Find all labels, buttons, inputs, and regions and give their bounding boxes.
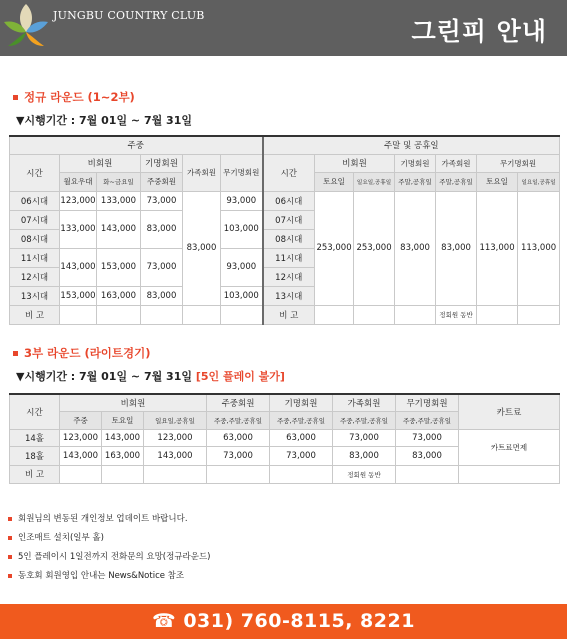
remark-label: 비 고 <box>10 465 60 483</box>
price-cell: 133,000 <box>60 210 97 248</box>
bullet-square-icon <box>8 574 12 578</box>
price-cell: 143,000 <box>60 446 102 465</box>
sub-header: 일요일,공휴일 <box>518 172 560 191</box>
cart-header: 카트료 <box>459 394 560 429</box>
sub-header: 일요일,공휴일 <box>144 411 207 429</box>
time-cell: 11시대 <box>10 248 60 267</box>
sub-header: 토요일 <box>102 411 144 429</box>
period-third <box>16 368 285 384</box>
sub-header: 월요우대 <box>60 172 97 191</box>
section-title-regular <box>13 89 135 105</box>
price-cell: 123,000 <box>60 191 97 210</box>
weekend-member-header: 기명회원 <box>395 154 436 172</box>
weekend-family-header: 가족회원 <box>436 154 477 172</box>
remark-label: 비 고 <box>10 305 60 324</box>
note-text: 회원님의 변동된 개인정보 업데이트 바랍니다. <box>18 514 188 524</box>
weekend-nonmember-header: 비회원 <box>315 154 395 172</box>
weekend-price-cell: 83,000 <box>395 191 436 305</box>
price-cell: 73,000 <box>270 446 333 465</box>
family-weekday-price: 83,000 <box>183 191 221 305</box>
price-cell: 73,000 <box>141 248 183 286</box>
time-cell: 13시대 <box>263 286 315 305</box>
time-cell: 07시대 <box>263 210 315 229</box>
price-cell: 153,000 <box>97 248 141 286</box>
period-note: [5인 플레이 불가] <box>195 370 285 383</box>
family-header: 가족회원 <box>333 394 396 411</box>
price-cell: 143,000 <box>97 210 141 248</box>
price-cell: 83,000 <box>396 446 459 465</box>
regular-round-table <box>9 135 560 325</box>
time-cell: 07시대 <box>10 210 60 229</box>
note-text: 인조매트 설치(일부 홀) <box>18 533 104 543</box>
list-item <box>8 529 210 548</box>
anon-header: 무기명회원 <box>396 394 459 411</box>
price-cell: 103,000 <box>221 286 263 305</box>
time-cell: 18홀 <box>10 446 60 465</box>
price-cell: 83,000 <box>141 286 183 305</box>
bullet-square-icon <box>13 351 18 356</box>
club-name: JUNGBU COUNTRY CLUB <box>53 9 205 22</box>
section-title-text: 정규 라운드 (1~2부) <box>24 90 135 104</box>
weekend-price-cell: 83,000 <box>436 191 477 305</box>
period-text: ▼시행기간 : 7월 01일 ~ 7월 31일 <box>16 370 192 383</box>
price-cell: 73,000 <box>333 429 396 446</box>
sub-header: 주말,공휴일 <box>436 172 477 191</box>
page-header <box>0 0 567 56</box>
price-cell: 143,000 <box>60 248 97 286</box>
price-cell: 103,000 <box>221 210 263 248</box>
notes-list <box>8 510 210 586</box>
price-cell: 63,000 <box>270 429 333 446</box>
weekend-price-cell: 253,000 <box>354 191 395 305</box>
bullet-square-icon <box>8 555 12 559</box>
price-cell: 73,000 <box>207 446 270 465</box>
member-header: 기명회원 <box>270 394 333 411</box>
sub-header: 주중,주말,공휴일 <box>333 411 396 429</box>
sub-header: 일요일,공휴일 <box>354 172 395 191</box>
sub-header: 주말,공휴일 <box>395 172 436 191</box>
remark-family: 정회원 동반 <box>436 305 477 324</box>
time-header: 시간 <box>10 394 60 429</box>
bullet-square-icon <box>8 517 12 521</box>
time-cell: 08시대 <box>10 229 60 248</box>
family-header: 가족회원 <box>183 154 221 191</box>
price-cell: 63,000 <box>207 429 270 446</box>
remark-family: 정회원 동반 <box>333 465 396 483</box>
list-item <box>8 548 210 567</box>
price-cell: 83,000 <box>141 210 183 248</box>
time-cell: 06시대 <box>10 191 60 210</box>
time-cell: 12시대 <box>263 267 315 286</box>
price-cell: 73,000 <box>141 191 183 210</box>
weekend-anon-header: 무기명회원 <box>477 154 560 172</box>
weekend-time-header: 시간 <box>263 154 315 191</box>
bullet-square-icon <box>13 95 18 100</box>
price-cell: 83,000 <box>333 446 396 465</box>
weekday-header: 주중 <box>10 136 263 154</box>
time-cell: 08시대 <box>263 229 315 248</box>
sub-header: 주중,주말,공휴일 <box>207 411 270 429</box>
price-cell: 93,000 <box>221 191 263 210</box>
price-cell: 143,000 <box>144 446 207 465</box>
leaf-logo-icon <box>4 2 48 46</box>
weekend-header: 주말 및 공휴일 <box>263 136 560 154</box>
price-cell: 163,000 <box>102 446 144 465</box>
sub-header: 토요일 <box>477 172 518 191</box>
price-cell: 73,000 <box>396 429 459 446</box>
list-item <box>8 510 210 529</box>
section-title-third <box>13 345 151 361</box>
list-item <box>8 567 210 586</box>
phone-number: ☎ 031) 760-8115, 8221 <box>152 610 415 632</box>
time-cell: 06시대 <box>263 191 315 210</box>
note-text: 5인 플레이시 1일전까지 전화문의 요망(정규라운드) <box>18 552 211 562</box>
period-regular: ▼시행기간 : 7월 01일 ~ 7월 31일 <box>16 114 192 127</box>
weekend-price-cell: 113,000 <box>518 191 560 305</box>
price-cell: 163,000 <box>97 286 141 305</box>
time-header: 시간 <box>10 154 60 191</box>
sub-header: 주중회원 <box>141 172 183 191</box>
price-cell: 123,000 <box>60 429 102 446</box>
time-cell: 14홀 <box>10 429 60 446</box>
sub-header: 주중,주말,공휴일 <box>396 411 459 429</box>
weekday-member-header: 주중회원 <box>207 394 270 411</box>
price-cell: 153,000 <box>60 286 97 305</box>
cart-note: 카트료면제 <box>459 429 560 465</box>
time-cell: 11시대 <box>263 248 315 267</box>
section-title-text: 3부 라운드 (라이트경기) <box>24 346 151 360</box>
price-cell: 93,000 <box>221 248 263 286</box>
nonmember-header: 비회원 <box>60 154 141 172</box>
price-cell: 133,000 <box>97 191 141 210</box>
weekend-price-cell: 253,000 <box>315 191 354 305</box>
sub-header: 화~금요일 <box>97 172 141 191</box>
sub-header: 토요일 <box>315 172 354 191</box>
anon-header: 무기명회원 <box>221 154 263 191</box>
note-text: 동호회 회원영입 안내는 News&Notice 참조 <box>18 571 185 581</box>
sub-header: 주중 <box>60 411 102 429</box>
bullet-square-icon <box>8 536 12 540</box>
phone-footer <box>0 604 567 639</box>
third-round-table <box>9 393 560 484</box>
member-header: 기명회원 <box>141 154 183 172</box>
remark-label: 비 고 <box>263 305 315 324</box>
page-title: 그린피 안내 <box>411 17 547 46</box>
time-cell: 13시대 <box>10 286 60 305</box>
time-cell: 12시대 <box>10 267 60 286</box>
price-cell: 143,000 <box>102 429 144 446</box>
nonmember-header: 비회원 <box>60 394 207 411</box>
sub-header: 주중,주말,공휴일 <box>270 411 333 429</box>
price-cell: 123,000 <box>144 429 207 446</box>
weekend-price-cell: 113,000 <box>477 191 518 305</box>
